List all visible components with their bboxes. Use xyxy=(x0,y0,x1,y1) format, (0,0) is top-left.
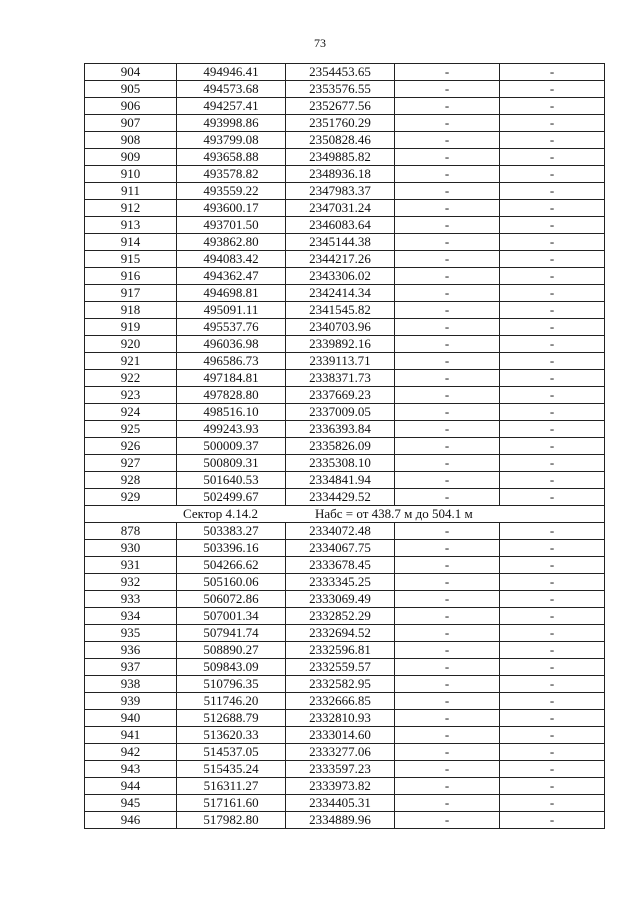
table-row xyxy=(85,489,605,506)
sector-row xyxy=(85,506,605,523)
y-coordinate-cell: 2333345.25 xyxy=(286,574,395,591)
sector-height-range: Набс = от 438.7 м до 504.1 м xyxy=(315,506,473,521)
point-number-cell: 930 xyxy=(85,540,177,557)
column-4-cell: - xyxy=(395,268,500,285)
x-coordinate-cell: 495091.11 xyxy=(177,302,286,319)
point-number-cell: 922 xyxy=(85,370,177,387)
y-coordinate-cell: 2339113.71 xyxy=(286,353,395,370)
table-row xyxy=(85,676,605,693)
column-4-cell: - xyxy=(395,285,500,302)
column-4-cell: - xyxy=(395,251,500,268)
table-row xyxy=(85,659,605,676)
page-number: 73 xyxy=(314,36,326,50)
point-number-cell: 911 xyxy=(85,183,177,200)
x-coordinate-cell: 505160.06 xyxy=(177,574,286,591)
column-5-cell: - xyxy=(500,81,605,98)
point-number-cell: 918 xyxy=(85,302,177,319)
column-5-cell: - xyxy=(500,744,605,761)
table-row xyxy=(85,370,605,387)
table-row xyxy=(85,132,605,149)
y-coordinate-cell: 2338371.73 xyxy=(286,370,395,387)
column-5-cell: - xyxy=(500,761,605,778)
column-4-cell: - xyxy=(395,336,500,353)
column-4-cell: - xyxy=(395,625,500,642)
x-coordinate-cell: 510796.35 xyxy=(177,676,286,693)
x-coordinate-cell: 503396.16 xyxy=(177,540,286,557)
column-4-cell: - xyxy=(395,81,500,98)
table-row xyxy=(85,761,605,778)
column-5-cell: - xyxy=(500,455,605,472)
column-5-cell: - xyxy=(500,574,605,591)
point-number-cell: 907 xyxy=(85,115,177,132)
y-coordinate-cell: 2352677.56 xyxy=(286,98,395,115)
x-coordinate-cell: 517161.60 xyxy=(177,795,286,812)
column-4-cell: - xyxy=(395,115,500,132)
y-coordinate-cell: 2332582.95 xyxy=(286,676,395,693)
point-number-cell: 943 xyxy=(85,761,177,778)
table-row xyxy=(85,166,605,183)
x-coordinate-cell: 494573.68 xyxy=(177,81,286,98)
x-coordinate-cell: 498516.10 xyxy=(177,404,286,421)
y-coordinate-cell: 2346083.64 xyxy=(286,217,395,234)
column-5-cell: - xyxy=(500,472,605,489)
column-4-cell: - xyxy=(395,353,500,370)
column-4-cell: - xyxy=(395,217,500,234)
x-coordinate-cell: 507941.74 xyxy=(177,625,286,642)
column-4-cell: - xyxy=(395,472,500,489)
table-row xyxy=(85,438,605,455)
y-coordinate-cell: 2334889.96 xyxy=(286,812,395,829)
point-number-cell: 909 xyxy=(85,149,177,166)
y-coordinate-cell: 2349885.82 xyxy=(286,149,395,166)
y-coordinate-cell: 2333277.06 xyxy=(286,744,395,761)
column-4-cell: - xyxy=(395,387,500,404)
column-5-cell: - xyxy=(500,540,605,557)
y-coordinate-cell: 2345144.38 xyxy=(286,234,395,251)
table-row xyxy=(85,200,605,217)
column-5-cell: - xyxy=(500,676,605,693)
point-number-cell: 946 xyxy=(85,812,177,829)
y-coordinate-cell: 2333597.23 xyxy=(286,761,395,778)
column-5-cell: - xyxy=(500,625,605,642)
column-4-cell: - xyxy=(395,98,500,115)
column-5-cell: - xyxy=(500,659,605,676)
table-row xyxy=(85,557,605,574)
x-coordinate-cell: 501640.53 xyxy=(177,472,286,489)
column-5-cell: - xyxy=(500,591,605,608)
table-row xyxy=(85,81,605,98)
point-number-cell: 906 xyxy=(85,98,177,115)
x-coordinate-cell: 515435.24 xyxy=(177,761,286,778)
x-coordinate-cell: 513620.33 xyxy=(177,727,286,744)
y-coordinate-cell: 2332559.57 xyxy=(286,659,395,676)
x-coordinate-cell: 493600.17 xyxy=(177,200,286,217)
y-coordinate-cell: 2341545.82 xyxy=(286,302,395,319)
point-number-cell: 908 xyxy=(85,132,177,149)
point-number-cell: 927 xyxy=(85,455,177,472)
y-coordinate-cell: 2334072.48 xyxy=(286,523,395,540)
x-coordinate-cell: 493799.08 xyxy=(177,132,286,149)
y-coordinate-cell: 2334841.94 xyxy=(286,472,395,489)
table-row xyxy=(85,98,605,115)
table-row xyxy=(85,710,605,727)
column-4-cell: - xyxy=(395,200,500,217)
x-coordinate-cell: 508890.27 xyxy=(177,642,286,659)
point-number-cell: 878 xyxy=(85,523,177,540)
x-coordinate-cell: 496586.73 xyxy=(177,353,286,370)
column-5-cell: - xyxy=(500,727,605,744)
column-5-cell: - xyxy=(500,166,605,183)
table-row xyxy=(85,591,605,608)
column-4-cell: - xyxy=(395,64,500,81)
table-row xyxy=(85,795,605,812)
column-4-cell: - xyxy=(395,693,500,710)
x-coordinate-cell: 512688.79 xyxy=(177,710,286,727)
x-coordinate-cell: 494946.41 xyxy=(177,64,286,81)
y-coordinate-cell: 2333973.82 xyxy=(286,778,395,795)
column-5-cell: - xyxy=(500,370,605,387)
table-row xyxy=(85,744,605,761)
table-row xyxy=(85,353,605,370)
point-number-cell: 926 xyxy=(85,438,177,455)
y-coordinate-cell: 2332694.52 xyxy=(286,625,395,642)
table-row xyxy=(85,404,605,421)
point-number-cell: 913 xyxy=(85,217,177,234)
x-coordinate-cell: 495537.76 xyxy=(177,319,286,336)
x-coordinate-cell: 502499.67 xyxy=(177,489,286,506)
column-4-cell: - xyxy=(395,149,500,166)
y-coordinate-cell: 2337009.05 xyxy=(286,404,395,421)
table-row xyxy=(85,251,605,268)
x-coordinate-cell: 493862.80 xyxy=(177,234,286,251)
table-row xyxy=(85,421,605,438)
column-5-cell: - xyxy=(500,268,605,285)
column-5-cell: - xyxy=(500,795,605,812)
x-coordinate-cell: 509843.09 xyxy=(177,659,286,676)
column-5-cell: - xyxy=(500,149,605,166)
column-5-cell: - xyxy=(500,778,605,795)
x-coordinate-cell: 497828.80 xyxy=(177,387,286,404)
table-row xyxy=(85,472,605,489)
column-5-cell: - xyxy=(500,710,605,727)
column-4-cell: - xyxy=(395,540,500,557)
table-row xyxy=(85,336,605,353)
y-coordinate-cell: 2351760.29 xyxy=(286,115,395,132)
point-number-cell: 921 xyxy=(85,353,177,370)
point-number-cell: 937 xyxy=(85,659,177,676)
x-coordinate-cell: 493658.88 xyxy=(177,149,286,166)
table-row xyxy=(85,268,605,285)
column-5-cell: - xyxy=(500,302,605,319)
point-number-cell: 925 xyxy=(85,421,177,438)
column-4-cell: - xyxy=(395,744,500,761)
y-coordinate-cell: 2336393.84 xyxy=(286,421,395,438)
column-4-cell: - xyxy=(395,778,500,795)
point-number-cell: 917 xyxy=(85,285,177,302)
point-number-cell: 914 xyxy=(85,234,177,251)
table-row xyxy=(85,778,605,795)
y-coordinate-cell: 2339892.16 xyxy=(286,336,395,353)
point-number-cell: 934 xyxy=(85,608,177,625)
y-coordinate-cell: 2332810.93 xyxy=(286,710,395,727)
x-coordinate-cell: 517982.80 xyxy=(177,812,286,829)
point-number-cell: 944 xyxy=(85,778,177,795)
column-5-cell: - xyxy=(500,421,605,438)
x-coordinate-cell: 506072.86 xyxy=(177,591,286,608)
column-5-cell: - xyxy=(500,64,605,81)
table-row xyxy=(85,625,605,642)
point-number-cell: 923 xyxy=(85,387,177,404)
y-coordinate-cell: 2350828.46 xyxy=(286,132,395,149)
x-coordinate-cell: 493578.82 xyxy=(177,166,286,183)
table-row xyxy=(85,387,605,404)
column-5-cell: - xyxy=(500,285,605,302)
x-coordinate-cell: 516311.27 xyxy=(177,778,286,795)
x-coordinate-cell: 493701.50 xyxy=(177,217,286,234)
x-coordinate-cell: 494083.42 xyxy=(177,251,286,268)
column-5-cell: - xyxy=(500,234,605,251)
table-row xyxy=(85,183,605,200)
column-4-cell: - xyxy=(395,421,500,438)
point-number-cell: 933 xyxy=(85,591,177,608)
x-coordinate-cell: 493998.86 xyxy=(177,115,286,132)
column-4-cell: - xyxy=(395,404,500,421)
column-4-cell: - xyxy=(395,659,500,676)
column-4-cell: - xyxy=(395,489,500,506)
table-row xyxy=(85,608,605,625)
point-number-cell: 915 xyxy=(85,251,177,268)
x-coordinate-cell: 494257.41 xyxy=(177,98,286,115)
table-row xyxy=(85,302,605,319)
table-row xyxy=(85,540,605,557)
column-4-cell: - xyxy=(395,574,500,591)
point-number-cell: 905 xyxy=(85,81,177,98)
column-5-cell: - xyxy=(500,200,605,217)
y-coordinate-cell: 2333069.49 xyxy=(286,591,395,608)
column-4-cell: - xyxy=(395,183,500,200)
point-number-cell: 940 xyxy=(85,710,177,727)
table-row xyxy=(85,642,605,659)
column-5-cell: - xyxy=(500,353,605,370)
point-number-cell: 945 xyxy=(85,795,177,812)
x-coordinate-cell: 496036.98 xyxy=(177,336,286,353)
y-coordinate-cell: 2354453.65 xyxy=(286,64,395,81)
y-coordinate-cell: 2332666.85 xyxy=(286,693,395,710)
table-row xyxy=(85,727,605,744)
column-4-cell: - xyxy=(395,438,500,455)
table-row xyxy=(85,455,605,472)
table-row xyxy=(85,149,605,166)
column-4-cell: - xyxy=(395,370,500,387)
column-4-cell: - xyxy=(395,676,500,693)
y-coordinate-cell: 2335826.09 xyxy=(286,438,395,455)
y-coordinate-cell: 2353576.55 xyxy=(286,81,395,98)
column-4-cell: - xyxy=(395,642,500,659)
table-row xyxy=(85,523,605,540)
column-5-cell: - xyxy=(500,693,605,710)
point-number-cell: 919 xyxy=(85,319,177,336)
column-4-cell: - xyxy=(395,727,500,744)
table-row xyxy=(85,64,605,81)
y-coordinate-cell: 2332596.81 xyxy=(286,642,395,659)
point-number-cell: 910 xyxy=(85,166,177,183)
column-4-cell: - xyxy=(395,761,500,778)
point-number-cell: 928 xyxy=(85,472,177,489)
table-row xyxy=(85,812,605,829)
column-4-cell: - xyxy=(395,591,500,608)
column-4-cell: - xyxy=(395,710,500,727)
y-coordinate-cell: 2348936.18 xyxy=(286,166,395,183)
x-coordinate-cell: 511746.20 xyxy=(177,693,286,710)
sector-cell xyxy=(85,506,605,523)
y-coordinate-cell: 2333014.60 xyxy=(286,727,395,744)
column-5-cell: - xyxy=(500,319,605,336)
column-5-cell: - xyxy=(500,523,605,540)
column-4-cell: - xyxy=(395,166,500,183)
column-4-cell: - xyxy=(395,132,500,149)
table-row xyxy=(85,574,605,591)
x-coordinate-cell: 494362.47 xyxy=(177,268,286,285)
y-coordinate-cell: 2334067.75 xyxy=(286,540,395,557)
column-5-cell: - xyxy=(500,217,605,234)
column-5-cell: - xyxy=(500,387,605,404)
y-coordinate-cell: 2337669.23 xyxy=(286,387,395,404)
column-4-cell: - xyxy=(395,319,500,336)
x-coordinate-cell: 514537.05 xyxy=(177,744,286,761)
column-5-cell: - xyxy=(500,489,605,506)
point-number-cell: 920 xyxy=(85,336,177,353)
column-5-cell: - xyxy=(500,132,605,149)
column-4-cell: - xyxy=(395,455,500,472)
x-coordinate-cell: 507001.34 xyxy=(177,608,286,625)
column-5-cell: - xyxy=(500,642,605,659)
point-number-cell: 912 xyxy=(85,200,177,217)
column-4-cell: - xyxy=(395,523,500,540)
column-5-cell: - xyxy=(500,336,605,353)
y-coordinate-cell: 2340703.96 xyxy=(286,319,395,336)
column-5-cell: - xyxy=(500,404,605,421)
x-coordinate-cell: 494698.81 xyxy=(177,285,286,302)
column-4-cell: - xyxy=(395,608,500,625)
column-4-cell: - xyxy=(395,234,500,251)
table-row xyxy=(85,217,605,234)
x-coordinate-cell: 503383.27 xyxy=(177,523,286,540)
point-number-cell: 935 xyxy=(85,625,177,642)
point-number-cell: 931 xyxy=(85,557,177,574)
point-number-cell: 932 xyxy=(85,574,177,591)
y-coordinate-cell: 2342414.34 xyxy=(286,285,395,302)
column-4-cell: - xyxy=(395,812,500,829)
y-coordinate-cell: 2344217.26 xyxy=(286,251,395,268)
point-number-cell: 941 xyxy=(85,727,177,744)
point-number-cell: 904 xyxy=(85,64,177,81)
column-5-cell: - xyxy=(500,183,605,200)
x-coordinate-cell: 497184.81 xyxy=(177,370,286,387)
table-row xyxy=(85,285,605,302)
point-number-cell: 916 xyxy=(85,268,177,285)
x-coordinate-cell: 504266.62 xyxy=(177,557,286,574)
point-number-cell: 938 xyxy=(85,676,177,693)
x-coordinate-cell: 500009.37 xyxy=(177,438,286,455)
point-number-cell: 936 xyxy=(85,642,177,659)
y-coordinate-cell: 2334405.31 xyxy=(286,795,395,812)
column-4-cell: - xyxy=(395,557,500,574)
table-row xyxy=(85,234,605,251)
y-coordinate-cell: 2347983.37 xyxy=(286,183,395,200)
column-5-cell: - xyxy=(500,812,605,829)
x-coordinate-cell: 493559.22 xyxy=(177,183,286,200)
point-number-cell: 929 xyxy=(85,489,177,506)
y-coordinate-cell: 2335308.10 xyxy=(286,455,395,472)
column-5-cell: - xyxy=(500,115,605,132)
point-number-cell: 942 xyxy=(85,744,177,761)
column-5-cell: - xyxy=(500,98,605,115)
y-coordinate-cell: 2343306.02 xyxy=(286,268,395,285)
column-4-cell: - xyxy=(395,795,500,812)
column-5-cell: - xyxy=(500,251,605,268)
point-number-cell: 924 xyxy=(85,404,177,421)
sector-name: Сектор 4.14.2 xyxy=(183,506,259,521)
table-row xyxy=(85,319,605,336)
x-coordinate-cell: 499243.93 xyxy=(177,421,286,438)
column-4-cell: - xyxy=(395,302,500,319)
coordinates-table-body xyxy=(85,64,605,829)
column-5-cell: - xyxy=(500,438,605,455)
table-row xyxy=(85,693,605,710)
y-coordinate-cell: 2333678.45 xyxy=(286,557,395,574)
column-5-cell: - xyxy=(500,557,605,574)
column-5-cell: - xyxy=(500,608,605,625)
coordinates-table xyxy=(84,63,605,829)
x-coordinate-cell: 500809.31 xyxy=(177,455,286,472)
y-coordinate-cell: 2334429.52 xyxy=(286,489,395,506)
table-row xyxy=(85,115,605,132)
y-coordinate-cell: 2332852.29 xyxy=(286,608,395,625)
y-coordinate-cell: 2347031.24 xyxy=(286,200,395,217)
point-number-cell: 939 xyxy=(85,693,177,710)
